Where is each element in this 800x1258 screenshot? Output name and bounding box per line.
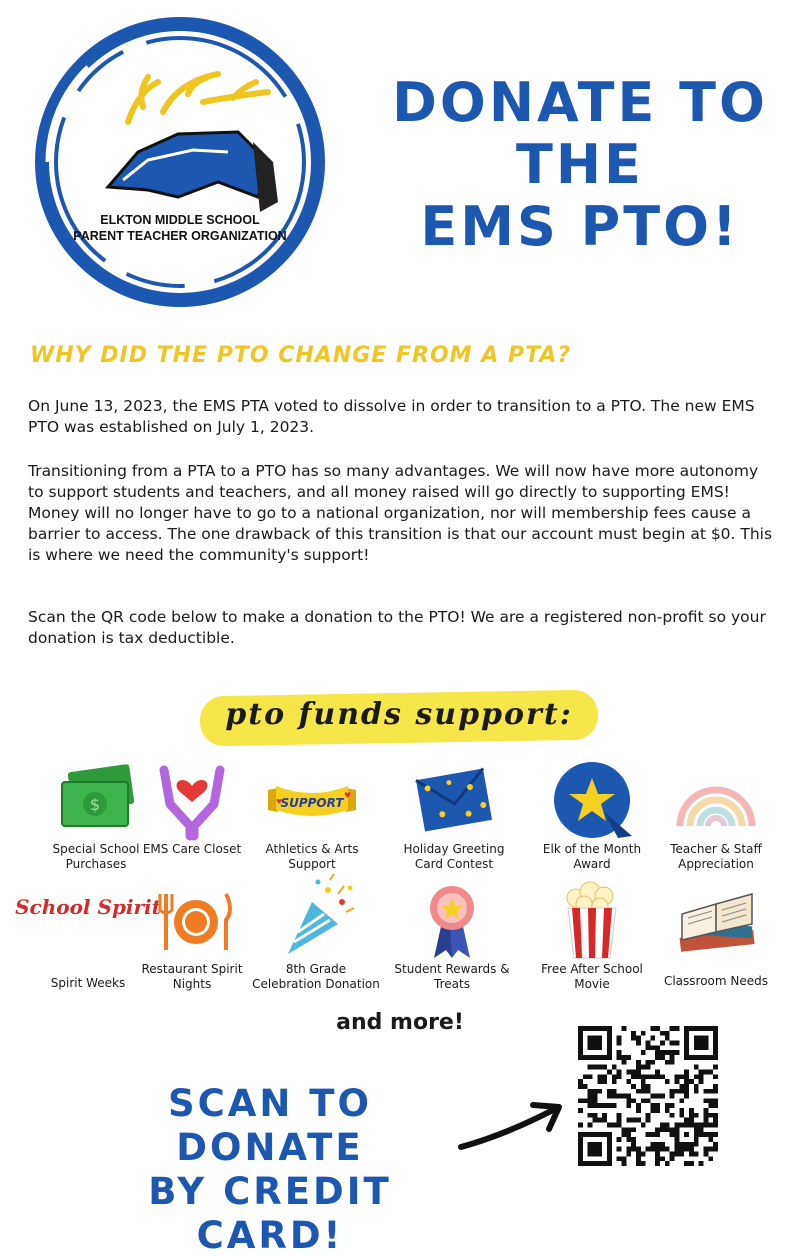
- support-item: [650, 880, 782, 989]
- page-title: [360, 72, 800, 258]
- support-ribbon-text: SUPPORT: [280, 796, 344, 810]
- support-ribbon-icon: [264, 760, 360, 840]
- title-line2: THE: [516, 133, 644, 196]
- arrow-icon: [455, 1095, 575, 1155]
- svg-text:♥: ♥: [344, 791, 352, 800]
- support-item: [526, 760, 658, 872]
- funds-title: pto funds support:: [225, 697, 573, 732]
- paragraph-advantages: Transitioning from a PTA to a PTO has so many advantages. We will now have more autonomy to support students and teachers, and all money raised will go directly to supporting EMS! Money will no longer have to go to a national organization, nor will membership fees cause a barrier to access. The one drawback of this transition is that our account must begin at $0. This is where we need the community's support!: [28, 462, 773, 564]
- spirit-art-text: School Spirit: [15, 895, 161, 919]
- hands-heart-icon: [144, 760, 240, 840]
- and-more-text: and more!: [336, 1010, 464, 1035]
- ribbon-medal-icon: [404, 880, 500, 960]
- support-item: [388, 760, 520, 872]
- star-badge-icon: [544, 760, 640, 840]
- donation-qr-code[interactable]: [578, 1026, 718, 1166]
- support-item-label: Restaurant Spirit Nights: [141, 962, 243, 991]
- plate-utensils-icon: [144, 880, 240, 960]
- school-spirit-icon: [15, 880, 161, 960]
- support-item: [126, 880, 258, 992]
- title-line3: EMS PTO!: [420, 195, 740, 258]
- support-item: [126, 760, 258, 857]
- support-item: [246, 760, 378, 872]
- scan-callout: [70, 1082, 470, 1258]
- support-item-label: 8th Grade Celebration Donation: [252, 962, 380, 991]
- scan-line1: SCAN TO DONATE: [168, 1082, 372, 1169]
- support-item-label: Teacher & Staff Appreciation: [670, 842, 762, 871]
- popcorn-icon: [544, 880, 640, 960]
- support-item: [386, 880, 518, 992]
- support-item: [250, 872, 382, 992]
- support-item-label: Spirit Weeks: [50, 976, 126, 990]
- support-item: [526, 880, 658, 992]
- logo-line2: PARENT TEACHER ORGANIZATION: [73, 229, 287, 243]
- ems-pto-logo: [28, 12, 333, 312]
- svg-text:♥: ♥: [276, 798, 283, 806]
- scan-line2: BY CREDIT CARD!: [148, 1170, 392, 1257]
- books-icon: [668, 880, 764, 960]
- support-item-label: Athletics & Arts Support: [265, 842, 359, 871]
- logo-line1: ELKTON MIDDLE SCHOOL: [100, 213, 260, 227]
- paragraph-history: On June 13, 2023, the EMS PTA voted to dissolve in order to transition to a PTO. The new EMS PTO was established on July 1, 2023.: [28, 397, 755, 436]
- support-item-label: EMS Care Closet: [142, 842, 242, 856]
- paragraph-donate: Scan the QR code below to make a donation to the PTO! We are a registered non-profit so your donation is tax deductible.: [28, 608, 766, 647]
- support-item-label: Holiday Greeting Card Contest: [403, 842, 505, 871]
- section-heading: WHY DID THE PTO CHANGE FROM A PTA?: [30, 343, 572, 368]
- support-item-label: Classroom Needs: [663, 974, 769, 988]
- title-line1: DONATE TO: [392, 71, 768, 134]
- support-item-label: Special School Purchases: [52, 842, 140, 871]
- svg-text:$: $: [89, 795, 101, 814]
- support-item-label: Free After School Movie: [541, 962, 643, 991]
- rainbow-icon: [668, 760, 764, 840]
- support-item-label: Student Rewards & Treats: [394, 962, 510, 991]
- party-popper-icon: [268, 872, 364, 960]
- envelope-icon: [406, 760, 502, 840]
- support-item: [650, 760, 782, 872]
- support-item-label: Elk of the Month Award: [542, 842, 642, 871]
